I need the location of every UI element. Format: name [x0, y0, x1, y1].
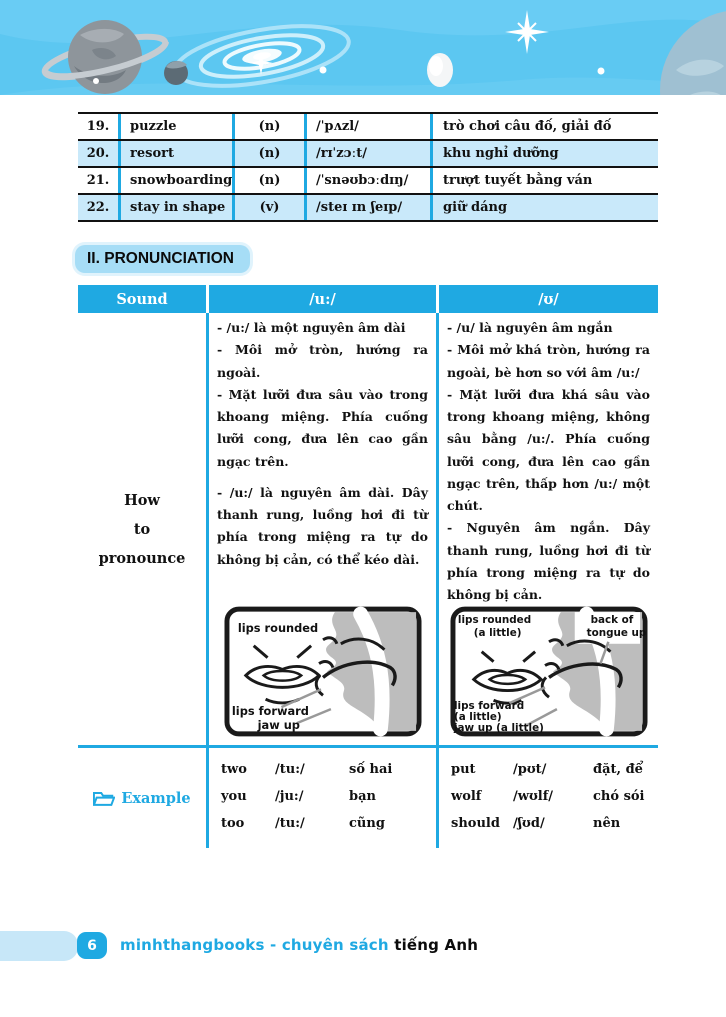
label-lips-rounded: lips rounded — [457, 614, 531, 627]
phonetic: /ˈpʌzl/ — [307, 114, 433, 139]
bullet: - /u/ là nguyên âm ngắn — [447, 320, 613, 335]
example-item: wolf /wʊlf/ chó sói — [451, 789, 645, 804]
word: puzzle — [121, 114, 235, 139]
phonetic: /ˈsnəʊbɔːdɪŋ/ — [307, 168, 433, 193]
word: snowboarding — [121, 168, 235, 193]
pronunciation-table-header — [78, 285, 658, 313]
header-long-u: /u:/ — [206, 285, 436, 313]
label-tongue-up: tongue up — [586, 627, 646, 640]
long-u-description-cell — [206, 313, 436, 745]
label-lips-rounded: lips rounded — [237, 620, 318, 635]
folder-icon — [93, 790, 115, 807]
how-to-pronounce-row — [78, 313, 658, 745]
label-lips-rounded-note: (a little) — [473, 627, 521, 640]
part-of-speech: (v) — [235, 195, 307, 220]
page-number-badge: 6 — [77, 932, 107, 959]
star-dot-icon — [320, 67, 327, 74]
example-label: Example — [78, 748, 206, 848]
moon-icon — [164, 61, 188, 85]
phonetic: /steɪ ɪn ʃeɪp/ — [307, 195, 433, 220]
bullet: - Mặt lưỡi đưa sâu vào trong khoang miệng. Phía cuống lưỡi cong, đưa lên cao gần ngạc trên. — [217, 386, 428, 469]
word: stay in shape — [121, 195, 235, 220]
how-to-pronounce-label: How to pronounce — [98, 491, 186, 567]
bullet: - /u:/ là một nguyên âm dài — [217, 320, 406, 335]
row-number: 21. — [78, 168, 121, 193]
label-lips-forward-note: (a little) — [453, 711, 502, 724]
label-jaw-up: jaw up — [257, 717, 300, 732]
label-back-of: back of — [590, 614, 633, 627]
meaning: trò chơi câu đố, giải đố — [443, 119, 612, 134]
short-u-description-cell — [436, 313, 658, 745]
example-row — [78, 745, 658, 848]
bullet: - Nguyên âm ngắn. Dây thanh rung, luồng hơi đi từ phía trong miệng ra tự do không bị cản. — [447, 520, 650, 602]
example-item: should /ʃʊd/ nên — [451, 816, 621, 831]
footer-band — [0, 931, 78, 961]
space-banner-art — [0, 0, 726, 95]
mouth-diagram-long-u — [224, 606, 422, 737]
part-of-speech: (n) — [235, 114, 307, 139]
example-item: put /pʊt/ đặt, để — [451, 762, 643, 777]
star-dot-icon — [598, 68, 605, 75]
row-number: 22. — [78, 195, 121, 220]
table-row — [78, 141, 658, 168]
label-jaw-up: jaw up (a little) — [453, 722, 544, 735]
header-banner — [0, 0, 726, 95]
row-number: 20. — [78, 141, 121, 166]
example-item: you /ju:/ bạn — [221, 789, 376, 804]
brand-cyan-text: minhthangbooks - chuyên sách — [120, 936, 389, 954]
publisher-brand — [120, 936, 478, 954]
phonetic: /rɪˈzɔːt/ — [307, 141, 433, 166]
row-number: 19. — [78, 114, 121, 139]
header-short-u: /ʊ/ — [436, 285, 658, 313]
short-u-examples — [436, 748, 658, 848]
bullet: - Môi mở khá tròn, hướng ra ngoài, bè hơn so với âm /u:/ — [447, 342, 650, 380]
table-row — [78, 195, 658, 222]
star-dot-icon — [93, 78, 99, 84]
word: resort — [121, 141, 235, 166]
table-row — [78, 168, 658, 195]
part-of-speech: (n) — [235, 168, 307, 193]
table-row — [78, 114, 658, 141]
bullet: - Môi mở tròn, hướng ra ngoài. — [217, 342, 428, 380]
example-item: two /tu:/ số hai — [221, 762, 393, 777]
vocabulary-table — [78, 112, 658, 222]
pronunciation-table — [78, 285, 658, 848]
mouth-diagram-short-u — [450, 606, 648, 737]
meaning: giữ dáng — [443, 200, 508, 215]
white-planet-icon — [427, 53, 453, 87]
header-sound: Sound — [116, 290, 168, 308]
label-lips-forward: lips forward — [453, 700, 524, 713]
part-of-speech: (n) — [235, 141, 307, 166]
meaning: trượt tuyết bằng ván — [443, 173, 593, 188]
long-u-examples — [206, 748, 436, 848]
section-title: II. PRONUNCIATION — [75, 245, 250, 273]
example-item: too /tu:/ cũng — [221, 816, 385, 831]
meaning: khu nghỉ dưỡng — [443, 146, 559, 161]
bullet: - Mặt lưỡi đưa khá sâu vào trong khoang miệng, không sâu bằng /u:/. Phía cuống lưỡi cong, đưa lên cao gần ngạc trên, thấp hơn /u:/ một chút. — [447, 386, 650, 513]
brand-black-text: tiếng Anh — [394, 936, 479, 954]
label-lips-forward: lips forward — [231, 704, 309, 719]
bullet: - /u:/ là nguyên âm dài. Dây thanh rung, luồng hơi đi từ phía trong miệng ra tự do không bị cản, có thể kéo dài. — [217, 484, 428, 567]
